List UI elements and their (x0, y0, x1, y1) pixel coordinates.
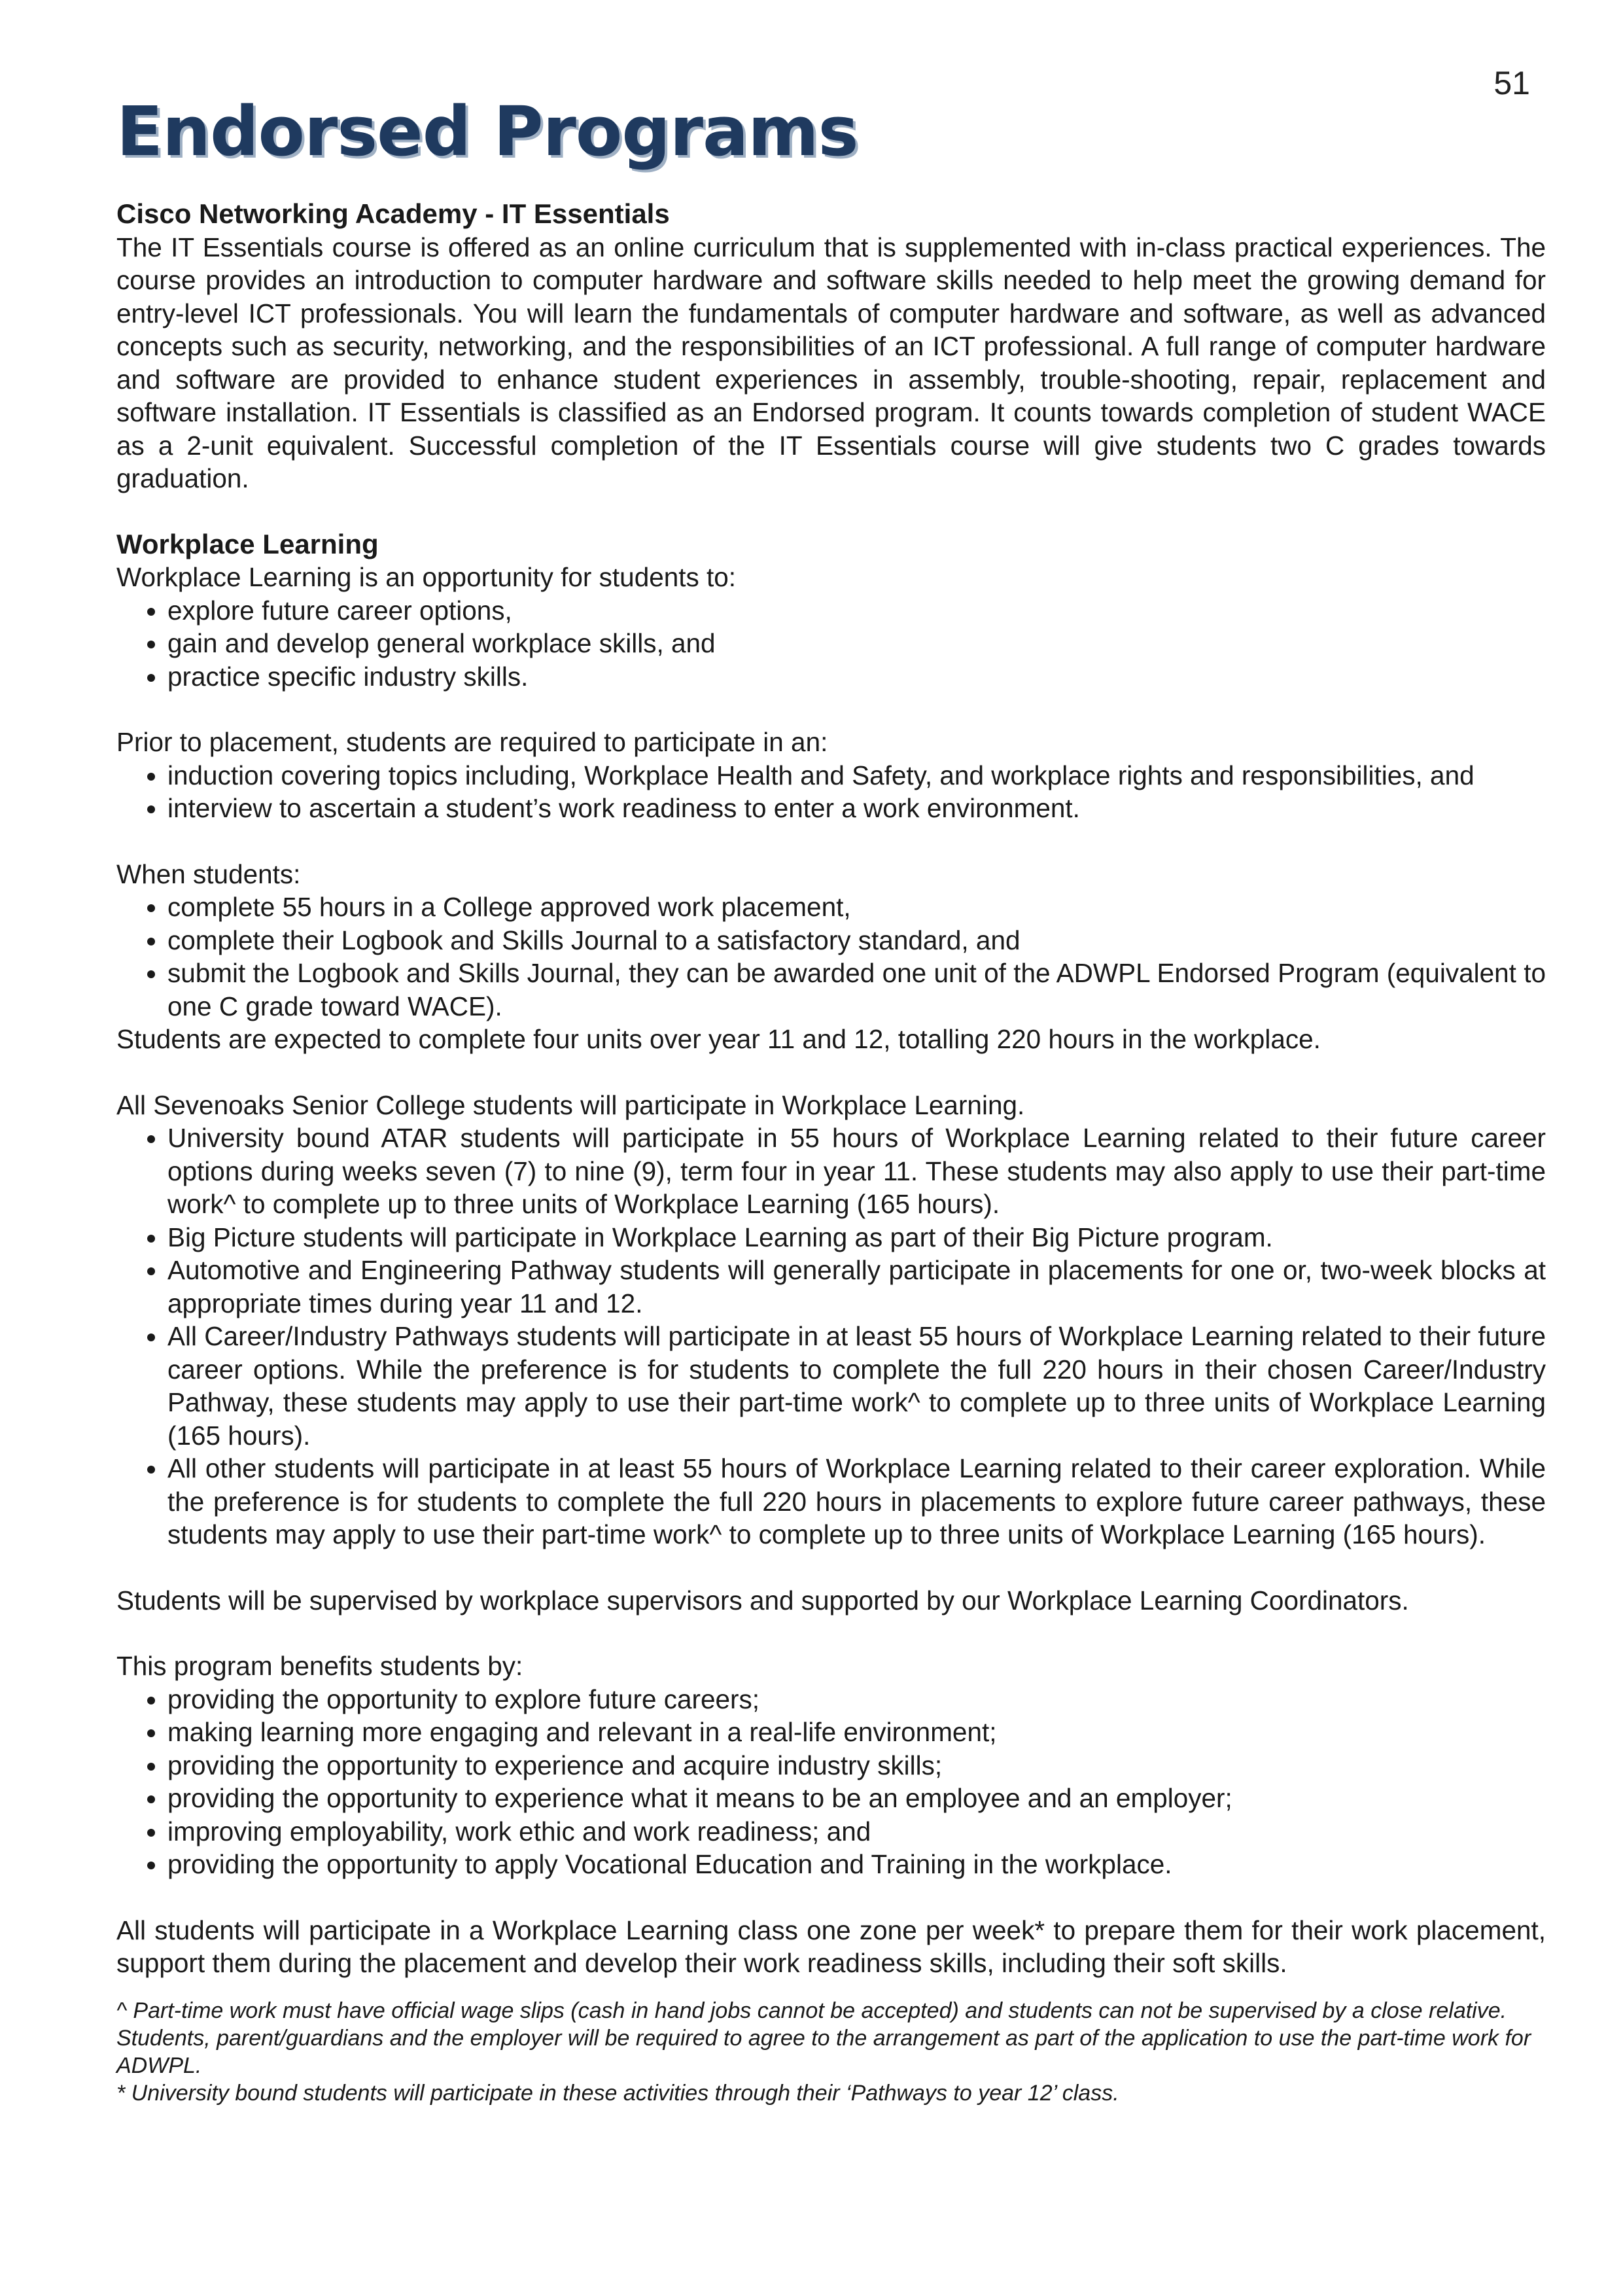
list-item: • induction covering topics including, Workplace Health and Safety, and workplace rights and responsibilities, and (167, 759, 1546, 792)
cisco-paragraph: The IT Essentials course is offered as an online curriculum that is supplemented with in-class practical experiences. The course provides an introduction to computer hardware and software skills needed to help meet the growing demand for entry-level ICT professionals. You will learn the fundamentals of computer hardware and software, as well as advanced concepts such as security, networking, and the responsibilities of an ICT professional. A full range of computer hardware and software are provided to enhance student experiences in assembly, trouble-shooting, repair, replacement and software installation. IT Essentials is classified as an Endorsed program. It counts towards completion of student WACE as a 2-unit equivalent. Successful completion of the IT Essentials course will give students two C grades towards graduation. (116, 232, 1546, 493)
student-groups-list (116, 1122, 1546, 1551)
page-title: Endorsed Programs (116, 92, 858, 171)
list-item: • providing the opportunity to apply Vocational Education and Training in the workplace. (167, 1848, 1546, 1881)
intro-list (116, 594, 1546, 694)
footnotes (116, 1997, 1546, 2107)
list-item: • Automotive and Engineering Pathway students will generally participate in placements for one or, two-week blocks at appropriate times during year 11 and 12. (167, 1254, 1546, 1320)
list-item: • interview to ascertain a student’s work readiness to enter a work environment. (167, 792, 1546, 825)
list-item: • All other students will participate in at least 55 hours of Workplace Learning related to their career exploration. While the preference is for students to complete the full 220 hours in placements to explore future career pathways, these students may apply to use their part-time work^ to complete up to three units of Workplace Learning (165 hours). (167, 1452, 1546, 1551)
list-item: • Big Picture students will participate in Workplace Learning as part of their Big Picture program. (167, 1221, 1546, 1254)
list-item: • practice specific industry skills. (167, 660, 1546, 694)
supervision-text: Students will be supervised by workplace supervisors and supported by our Workplace Learning Coordinators. (116, 1585, 1409, 1616)
benefits-text: This program benefits students by: (116, 1651, 523, 1681)
footnote-caret: ^ Part-time work must have official wage slips (cash in hand jobs cannot be accepted) and students can not be supervised by a close relative. Students, parent/guardians and the employer will be required to agree to the arrangement as part of the application to use the part-time work for ADWPL. (116, 1998, 1531, 2078)
list-item: • providing the opportunity to experience what it means to be an employee and an employer; (167, 1782, 1546, 1815)
footnote-star: * University bound students will participate in these activities through their ‘Pathways to year 12’ class. (116, 2080, 1119, 2106)
expected-units-text: Students are expected to complete four units over year 11 and 12, totalling 220 hours in the workplace. (116, 1024, 1321, 1054)
list-item: • complete 55 hours in a College approved work placement, (167, 891, 1546, 924)
prior-placement-text: Prior to placement, students are required to participate in an: (116, 727, 828, 757)
prior-list (116, 759, 1546, 825)
benefits-list (116, 1683, 1546, 1881)
workplace-heading: Workplace Learning (116, 528, 379, 559)
cisco-section (116, 198, 1546, 495)
list-item: • gain and develop general workplace skills, and (167, 627, 1546, 660)
page-number: 51 (1493, 65, 1530, 101)
when-list (116, 891, 1546, 1023)
list-item: • explore future career options, (167, 594, 1546, 627)
list-item: • All Career/Industry Pathways students will participate in at least 55 hours of Workplace Learning related to their future career options. While the preference is for students to complete the full 220 hours in their chosen Career/Industry Pathway, these students may apply to use their part-time work^ to complete up to three units of Workplace Learning (165 hours). (167, 1320, 1546, 1452)
list-item: • improving employability, work ethic and work readiness; and (167, 1815, 1546, 1848)
cisco-heading: Cisco Networking Academy - IT Essentials (116, 198, 670, 229)
when-students-text: When students: (116, 858, 301, 889)
workplace-intro: Workplace Learning is an opportunity for students to: (116, 562, 737, 592)
workplace-section (116, 528, 1546, 1980)
list-item: • University bound ATAR students will participate in 55 hours of Workplace Learning related to their future career options during weeks seven (7) to nine (9), term four in year 11. These students may also apply to use their part-time work^ to complete up to three units of Workplace Learning (165 hours). (167, 1122, 1546, 1221)
list-item: • complete their Logbook and Skills Journal to a satisfactory standard, and (167, 924, 1546, 957)
list-item: • submit the Logbook and Skills Journal, they can be awarded one unit of the ADWPL Endorsed Program (equivalent to one C grade toward WACE). (167, 957, 1546, 1023)
list-item: • providing the opportunity to experience and acquire industry skills; (167, 1749, 1546, 1782)
list-item: • providing the opportunity to explore future careers; (167, 1683, 1546, 1716)
all-students-text: All Sevenoaks Senior College students will participate in Workplace Learning. (116, 1089, 1025, 1120)
list-item: • making learning more engaging and relevant in a real-life environment; (167, 1716, 1546, 1749)
document-body (116, 198, 1546, 2107)
workplace-class-text: All students will participate in a Workplace Learning class one zone per week* to prepare them for their work placement, support them during the placement and develop their work readiness skills, including their soft skills. (116, 1915, 1546, 1978)
